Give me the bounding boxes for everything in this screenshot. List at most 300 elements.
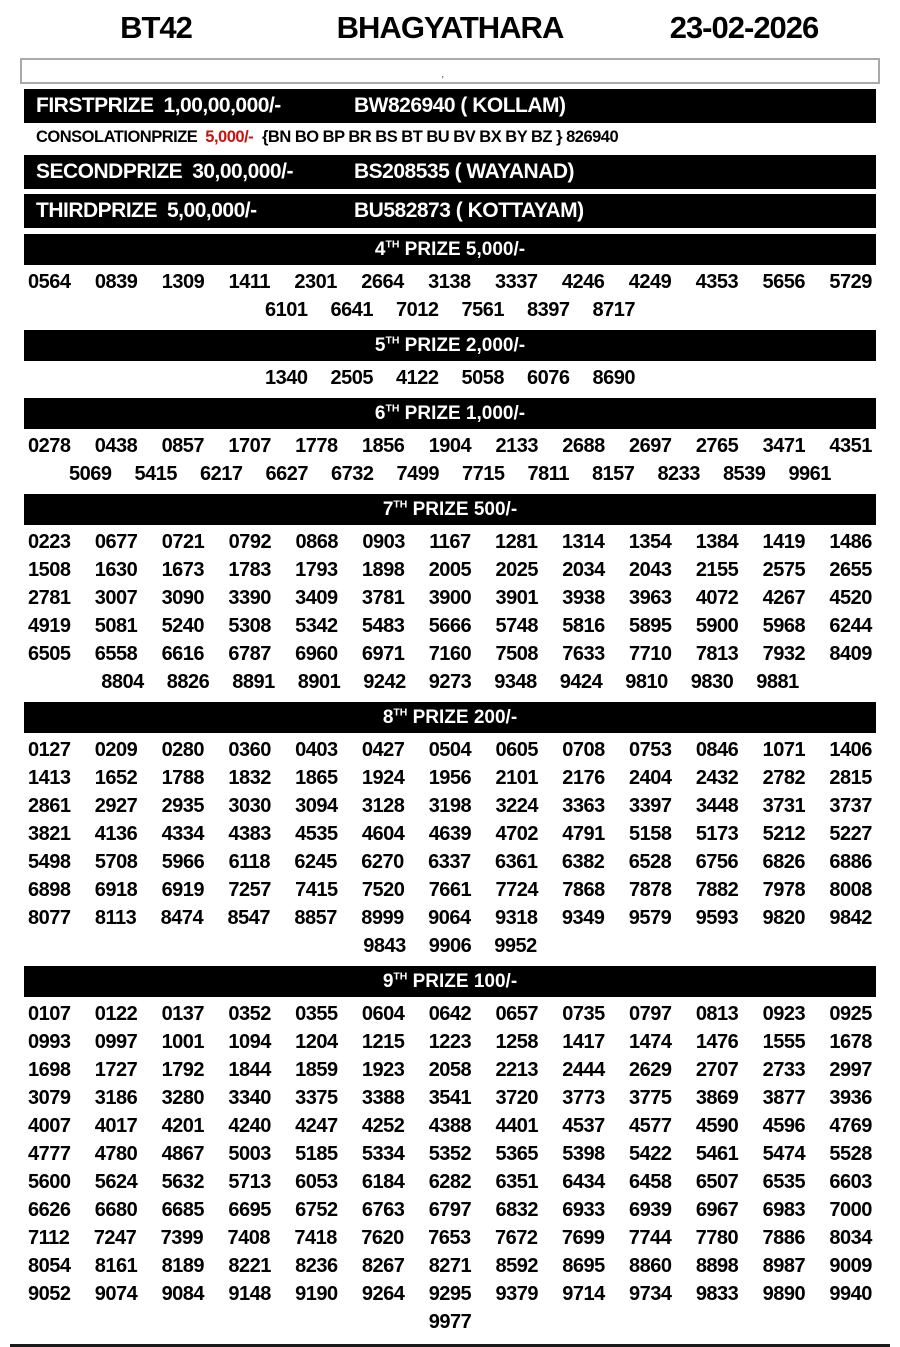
prize-number: 5624 (94, 1171, 138, 1193)
section-title: PRIZE 2,000/- (399, 335, 526, 356)
prize-number: 5158 (629, 823, 672, 845)
prize-number: 0127 (28, 739, 71, 761)
prize-number: 5058 (461, 367, 504, 389)
prize-number: 8999 (361, 907, 404, 929)
prize-number: 9842 (829, 907, 872, 929)
prize-number: 2997 (829, 1059, 872, 1081)
prize-number: 5483 (361, 615, 405, 637)
prize-number: 5334 (361, 1143, 405, 1165)
prize-number: 1486 (829, 531, 872, 553)
second-prize-bar-label-group (36, 160, 354, 184)
prize-number: 8161 (94, 1255, 138, 1277)
prize-number: 9295 (428, 1283, 472, 1305)
prize-label: CONSOLATIONPRIZE (36, 128, 198, 146)
prize-number: 3938 (562, 587, 605, 609)
prize-number: 6967 (695, 1199, 739, 1221)
prize-number: 8054 (28, 1255, 71, 1277)
prize-number: 7000 (829, 1199, 872, 1221)
prize-number: 3079 (28, 1087, 71, 1109)
prize-number: 2034 (562, 559, 605, 581)
prize-number: 0868 (295, 531, 338, 553)
prize-number: 7882 (695, 879, 739, 901)
prize-number: 6101 (265, 299, 308, 321)
prize-number: 1856 (361, 435, 405, 457)
6th-prize-section-header (24, 398, 876, 429)
prize-number: 1652 (94, 767, 138, 789)
prize-number: 2301 (294, 271, 337, 293)
prize-number: 3224 (495, 795, 538, 817)
prize-number: 2101 (495, 767, 538, 789)
prize-number: 4201 (161, 1115, 205, 1137)
prize-number: 7520 (361, 879, 405, 901)
prize-number: 4267 (762, 587, 806, 609)
prize-number: 5422 (629, 1143, 672, 1165)
prize-number: 7399 (160, 1227, 204, 1249)
section-title: PRIZE 200/- (407, 707, 518, 728)
prize-number: 0427 (361, 739, 405, 761)
number-row (0, 1028, 900, 1056)
prize-number: 7710 (629, 643, 672, 665)
prize-number: 5081 (94, 615, 138, 637)
draw-date: 23-02-2026 (669, 10, 819, 45)
prize-number: 7978 (762, 879, 806, 901)
section-ordinal-suffix: TH (385, 335, 400, 347)
prize-number: 2444 (562, 1059, 605, 1081)
consolation-prize-bar (24, 125, 876, 150)
prize-number: 7653 (428, 1227, 471, 1249)
prize-number: 6217 (200, 463, 243, 485)
prize-number: 3963 (629, 587, 672, 609)
prize-number: 1281 (495, 531, 538, 553)
prize-number: 6351 (495, 1171, 538, 1193)
prize-number: 6382 (561, 851, 605, 873)
number-row (0, 1252, 900, 1280)
prize-number: 6558 (94, 643, 138, 665)
prize-number: 1865 (295, 767, 338, 789)
number-row (0, 1056, 900, 1084)
prize-number: 0360 (228, 739, 271, 761)
prize-number: 6983 (762, 1199, 806, 1221)
prize-number: 5185 (295, 1143, 338, 1165)
prize-number: 9952 (494, 935, 537, 957)
section-ordinal: 4 (374, 239, 386, 260)
section-title: PRIZE 500/- (407, 499, 518, 520)
prize-number: 0797 (629, 1003, 672, 1025)
number-row (0, 1084, 900, 1112)
prize-number: 5708 (94, 851, 138, 873)
5th-prize-section (0, 330, 900, 392)
second-prize-bar (24, 155, 876, 189)
prize-number: 1474 (629, 1031, 672, 1053)
prize-number: 8804 (101, 671, 144, 693)
prize-number: 2733 (762, 1059, 806, 1081)
draw-code: BT42 (120, 10, 192, 45)
prize-number: 1924 (361, 767, 405, 789)
prize-number: 4388 (428, 1115, 472, 1137)
prize-number: 5966 (161, 851, 205, 873)
winning-ticket: BW826940 ( KOLLAM) (354, 94, 566, 117)
section-ordinal-suffix: TH (393, 499, 408, 511)
prize-number: 0504 (428, 739, 472, 761)
prize-sections (0, 234, 900, 1336)
prize-number: 4535 (295, 823, 338, 845)
prize-number: 2005 (428, 559, 472, 581)
section-ordinal: 8 (382, 707, 394, 728)
prize-number: 7672 (495, 1227, 538, 1249)
prize-number: 3541 (428, 1087, 472, 1109)
prize-number: 5632 (161, 1171, 205, 1193)
prize-number: 5656 (762, 271, 806, 293)
prize-number: 9242 (363, 671, 406, 693)
prize-number: 5713 (228, 1171, 271, 1193)
prize-number: 2927 (94, 795, 138, 817)
prize-number: 7561 (461, 299, 504, 321)
prize-number: 9349 (561, 907, 605, 929)
prize-number: 8034 (829, 1227, 872, 1249)
prize-number: 6685 (161, 1199, 205, 1221)
prize-number: 0604 (361, 1003, 405, 1025)
prize-number: 8233 (657, 463, 700, 485)
prize-number: 6886 (829, 851, 872, 873)
4th-prize-section-header (24, 234, 876, 265)
prize-number: 1630 (94, 559, 138, 581)
section-title: PRIZE 100/- (407, 971, 518, 992)
prize-number: 6245 (294, 851, 337, 873)
prize-number: 1844 (228, 1059, 271, 1081)
prize-number: 4353 (695, 271, 739, 293)
prize-number: 0792 (228, 531, 272, 553)
prize-number: 8857 (294, 907, 337, 929)
prize-number: 5342 (295, 615, 338, 637)
prize-number: 3731 (762, 795, 806, 817)
prize-number: 1384 (695, 531, 739, 553)
prize-number: 8113 (94, 907, 137, 929)
prize-number: 0122 (94, 1003, 138, 1025)
prize-number: 2697 (629, 435, 672, 457)
prize-number: 8077 (28, 907, 71, 929)
prize-number: 3337 (495, 271, 538, 293)
prize-number: 1215 (361, 1031, 405, 1053)
prize-number: 9881 (756, 671, 799, 693)
number-row (0, 932, 900, 960)
prize-number: 6971 (361, 643, 405, 665)
prize-number: 1354 (628, 531, 672, 553)
prize-number: 2861 (28, 795, 71, 817)
prize-number: 3363 (562, 795, 605, 817)
prize-number: 1258 (495, 1031, 538, 1053)
prize-label: FIRSTPRIZE (36, 94, 154, 117)
prize-label: SECONDPRIZE (36, 160, 183, 183)
prize-number: 0708 (562, 739, 605, 761)
prize-number: 1413 (28, 767, 71, 789)
prize-number: 3340 (228, 1087, 271, 1109)
prize-number: 3775 (629, 1087, 672, 1109)
prize-number: 1417 (562, 1031, 605, 1053)
prize-number: 6528 (628, 851, 672, 873)
prize-number: 6282 (428, 1171, 472, 1193)
prize-number: 7813 (695, 643, 739, 665)
prize-number: 6752 (295, 1199, 338, 1221)
prize-number: 7160 (428, 643, 472, 665)
prize-number: 5173 (695, 823, 739, 845)
prize-number: 9273 (428, 671, 472, 693)
prize-number: 2025 (495, 559, 538, 581)
prize-number: 7661 (428, 879, 472, 901)
section-ordinal-suffix: TH (385, 403, 400, 415)
prize-number: 1167 (429, 531, 471, 553)
number-row (0, 1280, 900, 1308)
prize-number: 9052 (28, 1283, 71, 1305)
prize-number: 0403 (295, 739, 338, 761)
prize-number: 2655 (829, 559, 872, 581)
prize-number: 0846 (695, 739, 739, 761)
prize-number: 9961 (788, 463, 831, 485)
prize-number: 1508 (28, 559, 71, 581)
prize-number: 2575 (762, 559, 806, 581)
prize-number: 1406 (829, 739, 872, 761)
prize-number: 3773 (562, 1087, 605, 1109)
prize-number: 1411 (228, 271, 271, 293)
prize-number: 0209 (94, 739, 138, 761)
prize-number: 1476 (695, 1031, 739, 1053)
prize-number: 6797 (428, 1199, 472, 1221)
section-ordinal: 9 (382, 971, 394, 992)
number-row (0, 640, 900, 668)
number-row (0, 268, 900, 296)
prize-amount: 30,00,000/- (192, 160, 293, 183)
prize-number: 5069 (69, 463, 112, 485)
prize-number: 5498 (28, 851, 71, 873)
winning-ticket: BS208535 ( WAYANAD) (354, 160, 575, 183)
prize-number: 1792 (161, 1059, 205, 1081)
prize-number: 9833 (695, 1283, 739, 1305)
first-prize-bar-label-group (36, 94, 354, 118)
prize-number: 6505 (28, 643, 71, 665)
prize-number: 1094 (228, 1031, 271, 1053)
prize-number: 4639 (428, 823, 472, 845)
prize-number: 7415 (295, 879, 338, 901)
prize-number: 8409 (829, 643, 872, 665)
prize-number: 1788 (161, 767, 205, 789)
prize-number: 8987 (762, 1255, 806, 1277)
prize-number: 1793 (295, 559, 338, 581)
prize-number: 9148 (228, 1283, 271, 1305)
prize-number: 6434 (562, 1171, 605, 1193)
prize-number: 4590 (695, 1115, 739, 1137)
prize-number: 7247 (93, 1227, 137, 1249)
prize-number: 0137 (161, 1003, 205, 1025)
prize-number: 4777 (28, 1143, 71, 1165)
prize-number: 3138 (428, 271, 471, 293)
prize-number: 4577 (629, 1115, 672, 1137)
prize-number: 7868 (562, 879, 605, 901)
number-row (0, 1224, 900, 1252)
prize-number: 1923 (361, 1059, 405, 1081)
prize-number: 8189 (161, 1255, 205, 1277)
prize-number: 5461 (695, 1143, 739, 1165)
prize-number: 2043 (629, 559, 672, 581)
prize-number: 5528 (829, 1143, 872, 1165)
lottery-name: BHAGYATHARA (336, 10, 564, 45)
prize-number: 2404 (629, 767, 672, 789)
consolation-prize-bar-label-group (36, 128, 262, 147)
prize-number: 3781 (361, 587, 405, 609)
prize-number: 4604 (361, 823, 405, 845)
prize-number: 7620 (361, 1227, 404, 1249)
prize-number: 1314 (561, 531, 605, 553)
prize-number: 8547 (227, 907, 271, 929)
prize-number: 1727 (94, 1059, 138, 1081)
8th-prize-section-header (24, 702, 876, 733)
prize-number: 9064 (428, 907, 471, 929)
prize-number: 7724 (495, 879, 538, 901)
prize-number: 6695 (228, 1199, 271, 1221)
prize-number: 3409 (295, 587, 338, 609)
prize-number: 3390 (228, 587, 271, 609)
prize-number: 9318 (495, 907, 538, 929)
prize-number: 5227 (829, 823, 872, 845)
prize-number: 8695 (562, 1255, 605, 1277)
prize-number: 1859 (295, 1059, 338, 1081)
prize-number: 6337 (428, 851, 471, 873)
prize-number: 6918 (94, 879, 138, 901)
prize-number: 9714 (562, 1283, 605, 1305)
prize-number: 2688 (562, 435, 605, 457)
prize-number: 4780 (94, 1143, 138, 1165)
9th-prize-section-header (24, 966, 876, 997)
prize-number: 6627 (265, 463, 309, 485)
prize-number: 3128 (361, 795, 405, 817)
prize-number: 9830 (690, 671, 734, 693)
prize-number: 6960 (295, 643, 338, 665)
prize-number: 1783 (228, 559, 271, 581)
prize-number: 1678 (829, 1031, 872, 1053)
prize-number: 7257 (228, 879, 271, 901)
prize-number: 7699 (561, 1227, 605, 1249)
5th-prize-section-header (24, 330, 876, 361)
prize-number: 9264 (361, 1283, 405, 1305)
prize-number: 0564 (28, 271, 71, 293)
prize-number: 6641 (330, 299, 373, 321)
prize-number: 7811 (527, 463, 569, 485)
prize-number: 3869 (695, 1087, 739, 1109)
prize-number: 0813 (695, 1003, 739, 1025)
prize-number: 1419 (762, 531, 806, 553)
prize-number: 6933 (562, 1199, 605, 1221)
prize-number: 5895 (629, 615, 672, 637)
prize-number: 5352 (428, 1143, 472, 1165)
prize-number: 1223 (428, 1031, 472, 1053)
prize-number: 5900 (695, 615, 739, 637)
prize-number: 4769 (829, 1115, 872, 1137)
prize-number: 7012 (396, 299, 439, 321)
prize-number: 9424 (559, 671, 603, 693)
prize-number: 0839 (94, 271, 138, 293)
prize-number: 6616 (161, 643, 205, 665)
9th-prize-section (0, 966, 900, 1336)
prize-number: 3821 (28, 823, 71, 845)
prize-number: 1555 (762, 1031, 806, 1053)
6th-prize-section (0, 398, 900, 488)
prize-number: 1673 (161, 559, 205, 581)
prize-number: 6939 (629, 1199, 672, 1221)
prize-number: 1956 (428, 767, 472, 789)
prize-number: 2213 (495, 1059, 538, 1081)
prize-number: 6919 (161, 879, 205, 901)
prize-number: 7408 (227, 1227, 271, 1249)
prize-number: 2765 (695, 435, 739, 457)
prize-number: 3375 (295, 1087, 338, 1109)
prize-number: 4520 (829, 587, 872, 609)
prize-number: 9579 (628, 907, 672, 929)
prize-number: 3737 (829, 795, 872, 817)
prize-amount: 5,00,000/- (167, 199, 257, 222)
prize-number: 5308 (228, 615, 271, 637)
number-row (0, 1000, 900, 1028)
prize-number: 5365 (495, 1143, 538, 1165)
prize-number: 6826 (762, 851, 806, 873)
number-row (0, 612, 900, 640)
prize-number: 2707 (695, 1059, 739, 1081)
prize-number: 4334 (161, 823, 205, 845)
prize-number: 3471 (762, 435, 806, 457)
prize-number: 8008 (829, 879, 872, 901)
prize-number: 8717 (592, 299, 635, 321)
prize-number: 3186 (94, 1087, 138, 1109)
8th-prize-section (0, 702, 900, 960)
prize-number: 8898 (695, 1255, 739, 1277)
prize-number: 2815 (829, 767, 872, 789)
number-row (0, 460, 900, 488)
section-title: PRIZE 1,000/- (399, 403, 526, 424)
prize-number: 3198 (428, 795, 472, 817)
prize-number: 9734 (629, 1283, 672, 1305)
winning-ticket: {BN BO BP BR BS BT BU BV BX BY BZ } 826940 (262, 128, 619, 146)
prize-number: 3388 (361, 1087, 405, 1109)
number-row (0, 1140, 900, 1168)
prize-number: 5240 (161, 615, 205, 637)
prize-number: 4383 (228, 823, 271, 845)
prize-number: 9348 (494, 671, 537, 693)
prize-number: 6626 (28, 1199, 71, 1221)
third-prize-bar (24, 194, 876, 228)
prize-number: 4240 (228, 1115, 271, 1137)
winning-ticket: BU582873 ( KOTTAYAM) (354, 199, 584, 222)
prize-number: 9084 (161, 1283, 205, 1305)
prize-number: 3720 (495, 1087, 538, 1109)
prize-number: 3007 (94, 587, 138, 609)
prize-number: 1707 (228, 435, 271, 457)
prize-number: 5729 (829, 271, 872, 293)
prize-number: 5415 (134, 463, 178, 485)
prize-number: 8891 (232, 671, 275, 693)
number-row (0, 1112, 900, 1140)
prize-number: 0657 (495, 1003, 538, 1025)
prize-number: 0997 (94, 1031, 138, 1053)
prize-number: 3280 (161, 1087, 205, 1109)
prize-number: 5212 (762, 823, 806, 845)
number-row (0, 296, 900, 324)
prize-number: 8901 (297, 671, 341, 693)
prize-number: 2782 (762, 767, 806, 789)
prize-number: 6118 (228, 851, 271, 873)
prize-number: 3901 (495, 587, 538, 609)
prize-number: 4122 (396, 367, 439, 389)
prize-number: 3094 (295, 795, 338, 817)
prize-number: 1071 (762, 739, 806, 761)
prize-number: 0352 (228, 1003, 271, 1025)
prize-number: 4007 (28, 1115, 71, 1137)
